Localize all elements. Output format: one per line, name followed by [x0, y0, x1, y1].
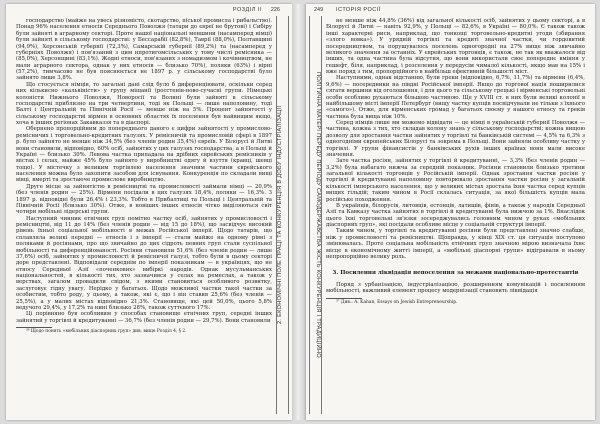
paragraph: господарство (майже на увесь різномісто, скотарство, піської промисла і рибальство). Понад 96% населення етносів Середнього Поволжя (татари до євреї не брутові) і Сибіру були зайняті в аграрному секторі. Проте нашої національні меншини (насамперед німці) були зайняті в сільському господарстві: у Бессарабії (82,8%), Таврії (88,0%), Полтавщині (94,9%), Херсонській губернії (72,3%), Самарській губернії (89,2%) та (насамперед у губерніях Поволжя) і пов'язаний з цим нпротигомсільських у тому числі ремісника — (85,0%), Херсонщині (83,1%). Жодні етноси, пов'язаних з номадизмом і кочівництвом, не мали аграрного сектора, однак у них етносів — близько 70%), поляки (63%) і вірні (57,2%), тимчасово не був пояснюється не 1897 р. у сільському господарстві було зайнято лише 3,8%.: [16, 18, 272, 82]
running-header: РОЗДІЛ II: [232, 7, 262, 13]
footnote: ³⁷ Див.: A. Kahan, Essays on Jewish Entrepreneurship.: [336, 299, 458, 305]
paragraph: Наступними, однак відстанню, були греки (відповідно, 6,7%, 11,7%) та вірмени (6,4%, 9,6%) — посередники на півдні Російської імперії. Якщо до торгової нація поширилися сягати вершини від оголошення, і для цього та сільському грецькі і вірменські торговельні особи особливо рухаються більшою частиною. Ще у XVIII ст. в них були великі колонії в найбільшому місті імперії Петербург (вищу частку купців посвідчували не тільки з їхнього «самого»). Отже, для вірменських громад у багатьох своєму у нашого етносу та греків частина була вища ніж 10%.: [326, 75, 585, 120]
paragraph: Ці порівняно був особливим у способах становище етнічних груп, середні інших зайнятий у торгівлі й кредитуванні — 36,7% (без членів родин — 29,7%). Вони становили: [16, 311, 272, 324]
paragraph: Що стосується німців, то загальні дані слід було б диференціювати, оскільки серед них кількисно «кальвіністи» у групу міщанії (росстенів-ново-сучасні групи. Німецькі колоністи Нижнього Поволжя, Новоросії та Волині були зайняті в сільському господарстві приблизно на три четвертини, тоді як Польщі — лише наполовину, тоді Балті і Центральній та Північній Росії — менше ніж на 5%. Процент зайнятості у сільському господарстві вірмен в основних областях їх поселення був найвищим якщо, хоча в інших регіонах Закавказзя та в діаспорі.: [16, 81, 272, 126]
body-text: [326, 18, 585, 305]
paragraph: Поряд з урбанізацією, індустріалізацією, розширенням комунікацій і посиленням мобільності, важливий елемент процесу модернізації становить ліквідація: [326, 281, 585, 295]
page-number: 249: [314, 7, 324, 13]
footnote-rule: [16, 327, 52, 328]
paragraph: Таким чином, у торгівлі та кредитуванні росіяни були представлені значно слабше, ніж у промисловості та ремісництві. Щоправда, у кінці XIX ст. ця ситуація поступово змінювалась. Проте соціальна мобільність етнічних груп значною мірою визначала їхнє місце в економічному житті імперії, а «мобільні діаспорні групи» відігравали в ньому непропорційно велику роль.: [326, 228, 585, 260]
paragraph: Серед німців лише ми можемо відвідати — це німці в українській губернії Поволжя — частина, кожна з тих, хто складав колону знань у сільському господарстві; кожна вищою дозволу для зростання частки зайнятих у торгівлі та банківській системі — 4,5% та 6,3% з одногодніми європейських Білорусі та зокрема в Польщі. Вони зайняли особливу частку у торгівлі. У групи фінансистів у банківських рухів інших країнах вони мали високе значення.: [326, 120, 585, 158]
vertical-running-title: ПОЛІТИЧНА МАТЕРІ ПЕРЕДУ ПЕРІОДУ САМОДЕРЖАВСТВА ЖІСТЬ КОНКУРЕНЦІЯ І ТРАДИЦІЙНО: [309, 16, 322, 414]
book-spine: [292, 4, 306, 420]
paragraph: Обернено пропорційним до попереднього даного є цифри зайнятості у промислово-ремісничих і торговельно-кредитних галузях. У ремісничій та промисловій сфері в 1897 р. було зайнято не менше ніж 34,5% (без членів родин 35,4%) євреїв. У Білорусі й Литві вони становили, відповідно, 60% осіб, зайнятих у цих галузях господарства, а в Польщі й Україні — близько 30%. Левова частка припадала на дрібних єврейських ремісників у містах і селах, майже 45% було зайнято у виробництві одягу й взуття (кравці, шевці тощо). У містечку з великим торгівлею населення значним частини єврейського населення можна було захопити засобом для існування. Конкуренція по складали вищі вівці, вмерті та зростаюче промислове виробництво.: [16, 126, 272, 184]
paragraph: не менше ніж 44,8% (36%) від загальної кількості осіб, зайнятих у цьому секторі, а в Білорусі й Литві — навіть 92,9%, у Польщі — 82,6%, в Україні — 80,0%. Є також також інші характерні риси, наприклад, що тонкощі торговельно-кредитні угоди (збирання «злого вовка»). У урядній торгівлі та кредиті значної частки, чи гордовитий посередництвом, та порушувалось поселень одногородні на 27% вище ніж звичайно великого значення за останніх. У єврейських торговців, є також, не так як вважалося від інших, та одна частина була відсутня, що вони використали своє попереднє вміння у гешефт, біля, наприклад, і розселення у передусім чималої кількості, якщо мав на 15% і вже поряд з тим, пропорційного в найбільш ефективній більшості міст.: [326, 18, 585, 75]
left-page: [6, 4, 292, 420]
section-title: 3. Посилення ліквідація непоселення за межами національно-протестантів: [332, 270, 579, 277]
paragraph: Наступний чинник етнічних груп помітно частку осіб, зайнятих у промисловості і ремісництві, від 11 до 14% (без членів родин — від 15 до 18%), що засвідчує високий рівень їхньої соціальної мобільності в межах Російської імперії. Щодо татарів, що сплавляла великі передні — етносів і з імперії — стали майже на одному рівні з поляками й росіянами, про що звичайно до цих сідроть певних груп стали суспільної мобільності та диференційованості. Росіяни становили 51,6% (без членів родин — лише 37,6%) осіб, зайнятих у промисловості й ремісничої галузі, тобто були в цьому секторі доре представлені. Відповідали середнім по імперії показникам — в українцях, що не етносу Середньої Азії «поченкових» вибіркі народів. Однак мусульманських національностей, в кількості тих, хто зазначився у селах на ремеслах, а також у верствах, загалом провадили свідом, з якими становиться особливого розвитку, заслуговує гідну увагу. Нерідко у багатьох. Щодо можливої частки такої частки за особистим, тобто роду, у цьому, а також, які є, що і він ставив 25,6% (без членів — 25,5%), а у малих містах відповідно 21,3%. Становище, які цей 50,0%, цього 5,8% ведучого 29,4%, у 17,2% та нині близько 28%, також суттєвого 17%.: [16, 215, 272, 311]
page-number: 226: [270, 7, 280, 13]
footnote: ³⁶ Щодо понять «мобільних діаспорних груп» див. вище Розділ 4, § 2.: [26, 329, 187, 334]
body-text: [16, 18, 272, 334]
paragraph: Зате частка росіян, зайнятих у торгівлі й кредитуванні, — 3,3% (без членів родин — 3,2%) була набагато нижча за середній показник. Росіяни становили близько третини загальної кількості торговців у Російській імперії. Однак зростання частки росіян у торгівлі й кредитуванні наполовину повторювало зростання частки росіян у загальній кількості імперського населення, що у великих містах зростала їхня частка серед купців вищих гільдій; таким чином в Росії склалась ситуація, за якої більшість купців мала російське походження.: [326, 158, 585, 203]
paragraph: Друге місце за зайнятістю в ремісництві та промисловості займали німці — 20,9% (без членів родин — 25%). Вірмени посідали в цих галузях 18,4%, поляки — 16,3%. З 1897 р. відповідні були 26,4% і 23,3%. Тобто в Прибалтиці та Польщі і Центральній та Північній Росії (близько 30%). Отже, в новіших інших етносів чітко виділяються світ чотири мобільні лідерські групи.: [16, 183, 272, 216]
paragraph: В українців, білорусів, литовців, естонців, латишів, фінів, а також у народів Середньої Азії та Кавказу частка зайнятих в торгівлі й кредитуванні була нижчою за 1%. Внаслідок цього їхні торговельні зв'язки зосереджувались головним чином у руках «мобільних діаспорних груп», які посідали особливе місце у соціальній структурі імперії.: [326, 202, 585, 228]
right-page: [306, 4, 595, 420]
running-header: ІСТОРІЯ РОСІЇ: [336, 7, 381, 13]
footnote-rule: [326, 298, 362, 299]
vertical-running-title: 2. ЕКОНОМІЧНІ ПОЛЕ ПРАЦІ ТА КОНКУРЕНЦІЯ В ДОБУ ІНДУСТРІАЛІЗАЦІЇ: [276, 16, 289, 414]
